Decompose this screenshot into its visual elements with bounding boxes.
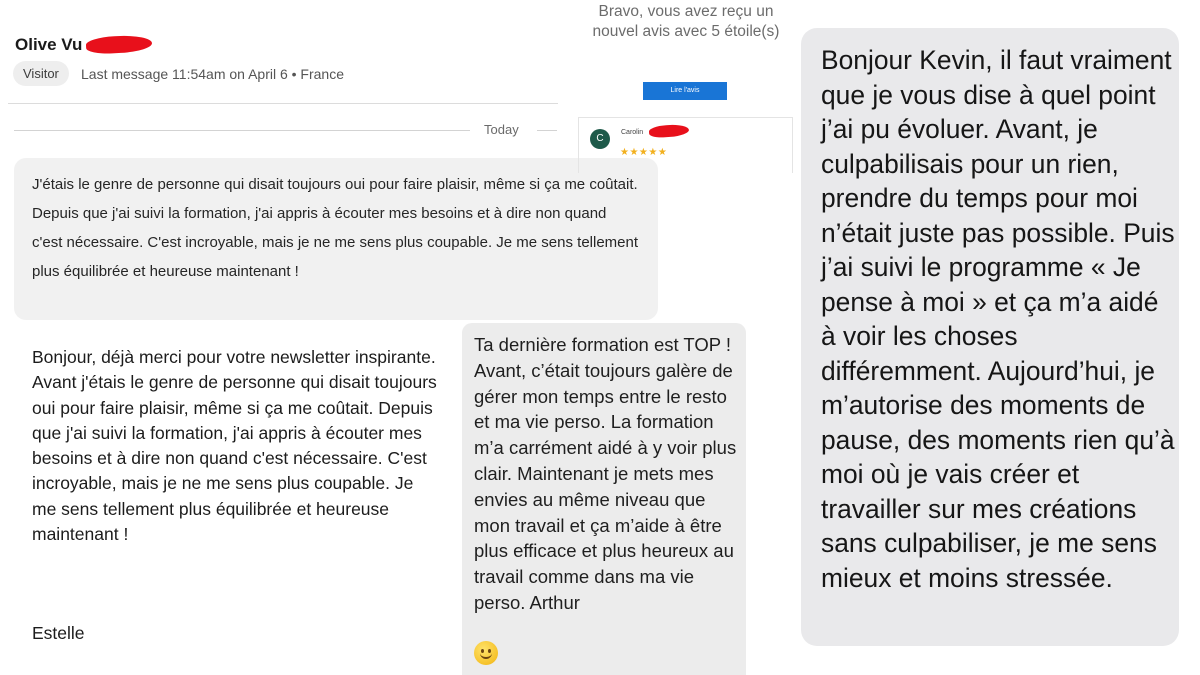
contact-name[interactable]: Olive Vu (15, 35, 83, 54)
reviewer-avatar: C (590, 129, 610, 149)
smiling-face-icon (474, 641, 498, 665)
message-text-kevin: Bonjour Kevin, il faut vraiment que je vous dise à quel point j’ai pu évoluer. Avant, je culpabilisais pour un rien, prendre du temps pour moi n’était juste pas possible. Puis j’ai suivi le programme « Je pense à moi » et ça m’a aidé à voir les choses différemment. Aujourd’hui, je m’autorise des moments de pause, des moments rien qu’à moi où je vais créer et travailler sur mes créations sans culpabiliser, je me sens mieux et moins stressée. (821, 45, 1175, 593)
review-message: Bravo, vous avez reçu un nouvel avis avec 5 étoile(s) (592, 3, 780, 40)
reviewer-redaction-mark (649, 124, 690, 139)
chat-message-bubble (14, 158, 658, 320)
date-separator (0, 122, 560, 138)
message-bubble-kevin (801, 28, 1179, 646)
reviewer-name: Carolin (621, 129, 644, 136)
chat-message-text: J'étais le genre de personne qui disait toujours oui pour faire plaisir, même si ça me coûtait. Depuis que j'ai suivi la formation, j'ai appris à écouter mes besoins et à dire non quand c'est nécessaire. C'est incroyable, mais je ne me sens plus coupable. Je me sens tellement plus équilibrée et heureuse maintenant ! (32, 176, 639, 280)
message-text-arthur: Ta dernière formation est TOP ! Avant, c’était toujours galère de gérer mon temps entre le resto et ma vie perso. La formation m’a carrément aidé à y voir plus clair. Maintenant je mets mes envies au même niveau que mon travail et ça m’aide à être plus efficace et plus heureux au travail comme dans ma vie perso. Arthur (474, 334, 737, 613)
emoji-mouth (480, 652, 492, 659)
rating-stars: ★★★★★ (620, 147, 668, 158)
header-divider (8, 103, 558, 104)
read-review-button[interactable]: Lire l'avis (643, 82, 727, 100)
separator-line-left (14, 130, 470, 131)
email-signature: Estelle (32, 623, 85, 643)
chat-header (0, 0, 560, 104)
name-redaction-mark (86, 34, 153, 54)
separator-line-right (537, 130, 557, 131)
last-message-info: Last message 11:54am on April 6 • France (81, 66, 345, 82)
today-label: Today (484, 122, 519, 137)
review-card[interactable] (578, 117, 793, 173)
email-body: Bonjour, déjà merci pour votre newsletter inspirante. Avant j'étais le genre de personne qui disait toujours oui pour faire plaisir, même si ça me coûtait. Depuis que j'ai suivi la formation, j'ai appris à écouter mes besoins et à dire non quand c'est nécessaire. C'est incroyable, mais je ne me sens plus coupable. Je me sens tellement plus équilibrée et heureuse maintenant ! (32, 347, 437, 545)
review-notification (570, 0, 802, 172)
visitor-badge: Visitor (13, 61, 69, 86)
message-bubble-arthur (462, 323, 746, 675)
